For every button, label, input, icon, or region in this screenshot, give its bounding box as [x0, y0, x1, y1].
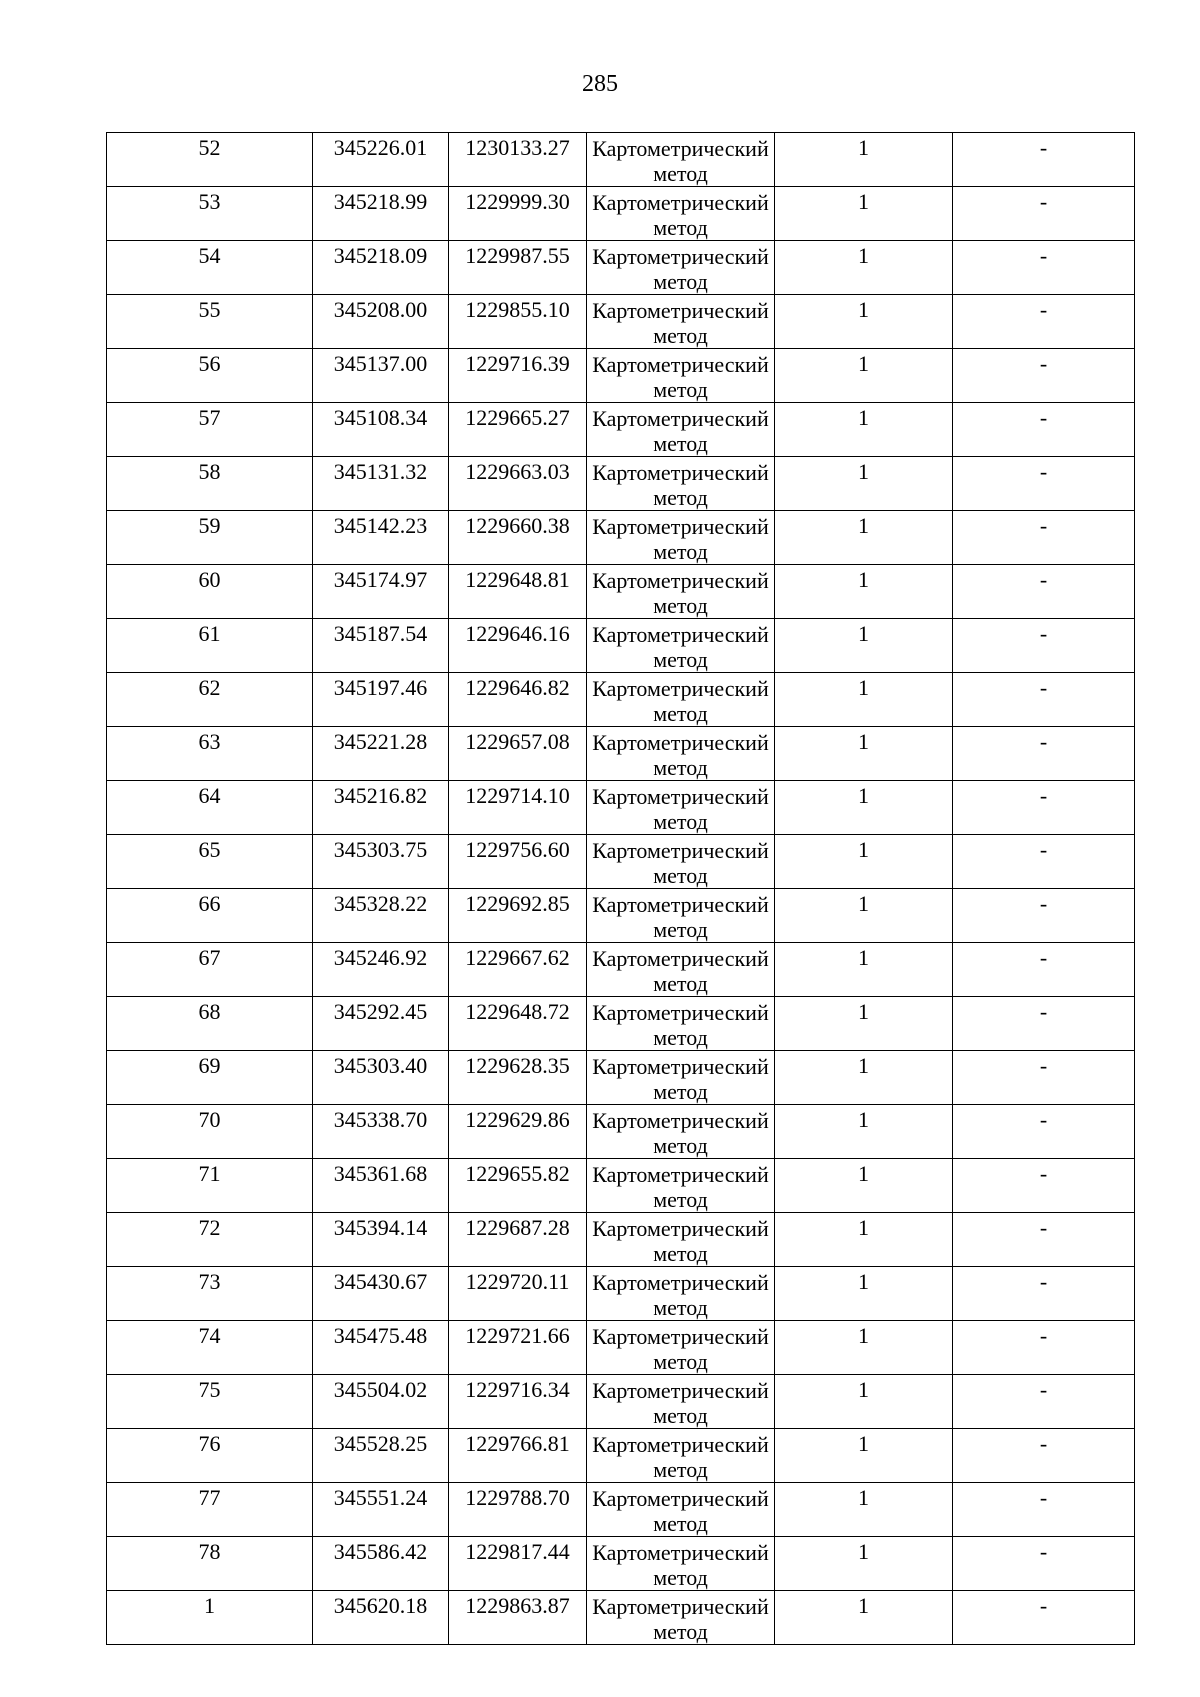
y-coordinate-cell: 1229655.82	[449, 1159, 587, 1213]
note-cell: -	[953, 1213, 1135, 1267]
x-coordinate-cell: 345303.40	[313, 1051, 449, 1105]
precision-cell: 1	[775, 187, 953, 241]
x-coordinate-cell: 345208.00	[313, 295, 449, 349]
note-cell: -	[953, 511, 1135, 565]
point-number-cell: 66	[107, 889, 313, 943]
method-cell: Картометрический метод	[587, 457, 775, 511]
y-coordinate-cell: 1229788.70	[449, 1483, 587, 1537]
x-coordinate-cell: 345108.34	[313, 403, 449, 457]
note-cell: -	[953, 1537, 1135, 1591]
method-cell: Картометрический метод	[587, 619, 775, 673]
note-cell: -	[953, 1159, 1135, 1213]
x-coordinate-cell: 345328.22	[313, 889, 449, 943]
x-coordinate-cell: 345528.25	[313, 1429, 449, 1483]
point-number-cell: 75	[107, 1375, 313, 1429]
x-coordinate-cell: 345137.00	[313, 349, 449, 403]
point-number-cell: 59	[107, 511, 313, 565]
precision-cell: 1	[775, 835, 953, 889]
table-row	[107, 1159, 1135, 1213]
precision-cell: 1	[775, 889, 953, 943]
precision-cell: 1	[775, 1321, 953, 1375]
x-coordinate-cell: 345338.70	[313, 1105, 449, 1159]
note-cell: -	[953, 1051, 1135, 1105]
note-cell: -	[953, 403, 1135, 457]
precision-cell: 1	[775, 1051, 953, 1105]
table-row	[107, 565, 1135, 619]
precision-cell: 1	[775, 349, 953, 403]
x-coordinate-cell: 345218.99	[313, 187, 449, 241]
table-row	[107, 133, 1135, 187]
table-row	[107, 1537, 1135, 1591]
y-coordinate-cell: 1229766.81	[449, 1429, 587, 1483]
y-coordinate-cell: 1229646.16	[449, 619, 587, 673]
method-cell: Картометрический метод	[587, 349, 775, 403]
method-cell: Картометрический метод	[587, 1051, 775, 1105]
method-cell: Картометрический метод	[587, 295, 775, 349]
point-number-cell: 62	[107, 673, 313, 727]
method-cell: Картометрический метод	[587, 1105, 775, 1159]
y-coordinate-cell: 1229999.30	[449, 187, 587, 241]
y-coordinate-cell: 1229646.82	[449, 673, 587, 727]
y-coordinate-cell: 1229663.03	[449, 457, 587, 511]
point-number-cell: 76	[107, 1429, 313, 1483]
note-cell: -	[953, 781, 1135, 835]
method-cell: Картометрический метод	[587, 1375, 775, 1429]
point-number-cell: 70	[107, 1105, 313, 1159]
point-number-cell: 52	[107, 133, 313, 187]
x-coordinate-cell: 345292.45	[313, 997, 449, 1051]
x-coordinate-cell: 345394.14	[313, 1213, 449, 1267]
note-cell: -	[953, 1429, 1135, 1483]
method-cell: Картометрический метод	[587, 1537, 775, 1591]
method-cell: Картометрический метод	[587, 835, 775, 889]
precision-cell: 1	[775, 619, 953, 673]
method-cell: Картометрический метод	[587, 403, 775, 457]
coordinates-table-body	[107, 133, 1135, 1645]
note-cell: -	[953, 727, 1135, 781]
table-row	[107, 1483, 1135, 1537]
point-number-cell: 61	[107, 619, 313, 673]
method-cell: Картометрический метод	[587, 1483, 775, 1537]
method-cell: Картометрический метод	[587, 1267, 775, 1321]
y-coordinate-cell: 1229720.11	[449, 1267, 587, 1321]
point-number-cell: 53	[107, 187, 313, 241]
y-coordinate-cell: 1229716.34	[449, 1375, 587, 1429]
table-row	[107, 1051, 1135, 1105]
method-cell: Картометрический метод	[587, 133, 775, 187]
x-coordinate-cell: 345226.01	[313, 133, 449, 187]
method-cell: Картометрический метод	[587, 511, 775, 565]
point-number-cell: 67	[107, 943, 313, 997]
note-cell: -	[953, 565, 1135, 619]
precision-cell: 1	[775, 565, 953, 619]
precision-cell: 1	[775, 457, 953, 511]
point-number-cell: 78	[107, 1537, 313, 1591]
table-row	[107, 889, 1135, 943]
coordinates-table	[106, 132, 1135, 1645]
method-cell: Картометрический метод	[587, 781, 775, 835]
note-cell: -	[953, 1375, 1135, 1429]
y-coordinate-cell: 1230133.27	[449, 133, 587, 187]
x-coordinate-cell: 345218.09	[313, 241, 449, 295]
precision-cell: 1	[775, 1591, 953, 1645]
table-row	[107, 1321, 1135, 1375]
point-number-cell: 1	[107, 1591, 313, 1645]
x-coordinate-cell: 345620.18	[313, 1591, 449, 1645]
point-number-cell: 54	[107, 241, 313, 295]
y-coordinate-cell: 1229665.27	[449, 403, 587, 457]
precision-cell: 1	[775, 1105, 953, 1159]
method-cell: Картометрический метод	[587, 727, 775, 781]
y-coordinate-cell: 1229687.28	[449, 1213, 587, 1267]
point-number-cell: 77	[107, 1483, 313, 1537]
precision-cell: 1	[775, 997, 953, 1051]
point-number-cell: 71	[107, 1159, 313, 1213]
y-coordinate-cell: 1229756.60	[449, 835, 587, 889]
method-cell: Картометрический метод	[587, 1321, 775, 1375]
note-cell: -	[953, 1591, 1135, 1645]
table-row	[107, 727, 1135, 781]
x-coordinate-cell: 345430.67	[313, 1267, 449, 1321]
method-cell: Картометрический метод	[587, 565, 775, 619]
x-coordinate-cell: 345131.32	[313, 457, 449, 511]
note-cell: -	[953, 295, 1135, 349]
precision-cell: 1	[775, 295, 953, 349]
note-cell: -	[953, 835, 1135, 889]
table-row	[107, 457, 1135, 511]
note-cell: -	[953, 619, 1135, 673]
x-coordinate-cell: 345187.54	[313, 619, 449, 673]
x-coordinate-cell: 345303.75	[313, 835, 449, 889]
table-row	[107, 997, 1135, 1051]
table-row	[107, 1105, 1135, 1159]
y-coordinate-cell: 1229628.35	[449, 1051, 587, 1105]
y-coordinate-cell: 1229660.38	[449, 511, 587, 565]
precision-cell: 1	[775, 1267, 953, 1321]
y-coordinate-cell: 1229629.86	[449, 1105, 587, 1159]
x-coordinate-cell: 345174.97	[313, 565, 449, 619]
point-number-cell: 56	[107, 349, 313, 403]
point-number-cell: 65	[107, 835, 313, 889]
x-coordinate-cell: 345586.42	[313, 1537, 449, 1591]
precision-cell: 1	[775, 1429, 953, 1483]
x-coordinate-cell: 345246.92	[313, 943, 449, 997]
note-cell: -	[953, 943, 1135, 997]
method-cell: Картометрический метод	[587, 1213, 775, 1267]
point-number-cell: 69	[107, 1051, 313, 1105]
table-row	[107, 835, 1135, 889]
note-cell: -	[953, 673, 1135, 727]
note-cell: -	[953, 457, 1135, 511]
point-number-cell: 64	[107, 781, 313, 835]
note-cell: -	[953, 1321, 1135, 1375]
precision-cell: 1	[775, 673, 953, 727]
method-cell: Картометрический метод	[587, 943, 775, 997]
method-cell: Картометрический метод	[587, 673, 775, 727]
x-coordinate-cell: 345504.02	[313, 1375, 449, 1429]
method-cell: Картометрический метод	[587, 889, 775, 943]
point-number-cell: 55	[107, 295, 313, 349]
point-number-cell: 60	[107, 565, 313, 619]
table-row	[107, 619, 1135, 673]
table-row	[107, 1429, 1135, 1483]
precision-cell: 1	[775, 781, 953, 835]
precision-cell: 1	[775, 241, 953, 295]
x-coordinate-cell: 345142.23	[313, 511, 449, 565]
method-cell: Картометрический метод	[587, 241, 775, 295]
y-coordinate-cell: 1229987.55	[449, 241, 587, 295]
table-row	[107, 295, 1135, 349]
point-number-cell: 57	[107, 403, 313, 457]
y-coordinate-cell: 1229692.85	[449, 889, 587, 943]
precision-cell: 1	[775, 133, 953, 187]
precision-cell: 1	[775, 1375, 953, 1429]
method-cell: Картометрический метод	[587, 997, 775, 1051]
table-row	[107, 403, 1135, 457]
note-cell: -	[953, 187, 1135, 241]
y-coordinate-cell: 1229648.81	[449, 565, 587, 619]
point-number-cell: 58	[107, 457, 313, 511]
note-cell: -	[953, 133, 1135, 187]
table-row	[107, 187, 1135, 241]
precision-cell: 1	[775, 1483, 953, 1537]
x-coordinate-cell: 345551.24	[313, 1483, 449, 1537]
note-cell: -	[953, 1483, 1135, 1537]
table-row	[107, 349, 1135, 403]
x-coordinate-cell: 345361.68	[313, 1159, 449, 1213]
table-row	[107, 943, 1135, 997]
point-number-cell: 72	[107, 1213, 313, 1267]
x-coordinate-cell: 345216.82	[313, 781, 449, 835]
table-row	[107, 1591, 1135, 1645]
table-row	[107, 673, 1135, 727]
method-cell: Картометрический метод	[587, 1591, 775, 1645]
y-coordinate-cell: 1229714.10	[449, 781, 587, 835]
y-coordinate-cell: 1229648.72	[449, 997, 587, 1051]
precision-cell: 1	[775, 943, 953, 997]
page-number: 285	[582, 71, 618, 97]
y-coordinate-cell: 1229863.87	[449, 1591, 587, 1645]
table-row	[107, 1267, 1135, 1321]
note-cell: -	[953, 997, 1135, 1051]
table-row	[107, 241, 1135, 295]
x-coordinate-cell: 345197.46	[313, 673, 449, 727]
point-number-cell: 74	[107, 1321, 313, 1375]
x-coordinate-cell: 345475.48	[313, 1321, 449, 1375]
note-cell: -	[953, 1267, 1135, 1321]
note-cell: -	[953, 1105, 1135, 1159]
point-number-cell: 63	[107, 727, 313, 781]
method-cell: Картометрический метод	[587, 1159, 775, 1213]
note-cell: -	[953, 349, 1135, 403]
y-coordinate-cell: 1229716.39	[449, 349, 587, 403]
y-coordinate-cell: 1229667.62	[449, 943, 587, 997]
method-cell: Картометрический метод	[587, 1429, 775, 1483]
table-row	[107, 781, 1135, 835]
precision-cell: 1	[775, 727, 953, 781]
note-cell: -	[953, 889, 1135, 943]
precision-cell: 1	[775, 1537, 953, 1591]
precision-cell: 1	[775, 1213, 953, 1267]
method-cell: Картометрический метод	[587, 187, 775, 241]
note-cell: -	[953, 241, 1135, 295]
precision-cell: 1	[775, 403, 953, 457]
y-coordinate-cell: 1229855.10	[449, 295, 587, 349]
point-number-cell: 73	[107, 1267, 313, 1321]
y-coordinate-cell: 1229721.66	[449, 1321, 587, 1375]
precision-cell: 1	[775, 511, 953, 565]
y-coordinate-cell: 1229657.08	[449, 727, 587, 781]
y-coordinate-cell: 1229817.44	[449, 1537, 587, 1591]
x-coordinate-cell: 345221.28	[313, 727, 449, 781]
table-row	[107, 1375, 1135, 1429]
point-number-cell: 68	[107, 997, 313, 1051]
table-row	[107, 511, 1135, 565]
precision-cell: 1	[775, 1159, 953, 1213]
table-row	[107, 1213, 1135, 1267]
